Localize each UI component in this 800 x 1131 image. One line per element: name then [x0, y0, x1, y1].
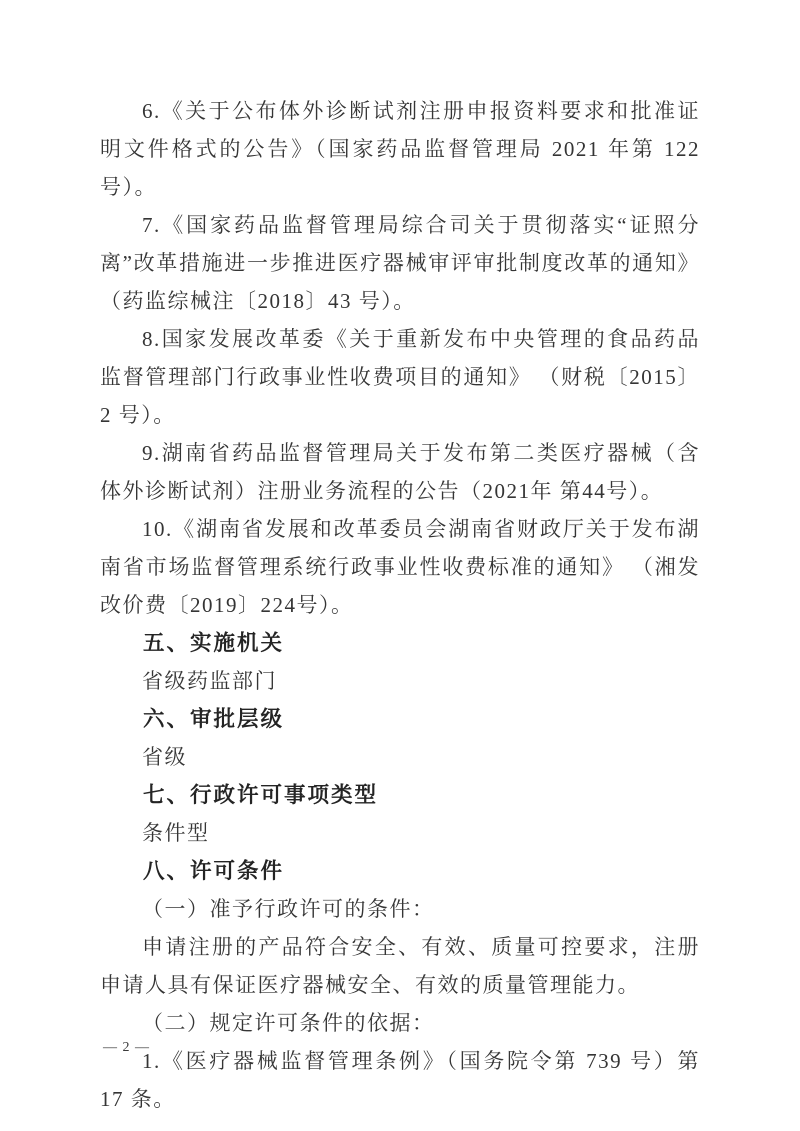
doc-paragraph-agency: 省级药监部门	[142, 669, 277, 693]
doc-paragraph-ref-6: 6.《关于公布体外诊断试剂注册申报资料要求和批准证明文件格式的公告》（国家药品监督管理局 2021 年第 122 号）。	[100, 99, 700, 199]
doc-paragraph-ref-7: 7.《国家药品监督管理局综合司关于贯彻落实“证照分离”改革措施进一步推进医疗器械审评审批制度改革的通知》（药监综械注〔2018〕43 号）。	[100, 213, 700, 313]
section-heading-5: 五、实施机关	[143, 631, 285, 655]
page-number: — 2 —	[103, 1040, 150, 1055]
doc-paragraph-ref-10: 10.《湖南省发展和改革委员会湖南省财政厅关于发布湖南省市场监督管理系统行政事业性收费标准的通知》 （湘发改价费〔2019〕224号）。	[100, 517, 700, 617]
doc-paragraph-type: 条件型	[142, 821, 210, 845]
doc-paragraph-condition-2: （二）规定许可条件的依据：	[142, 1011, 435, 1035]
doc-paragraph-condition-body: 申请注册的产品符合安全、有效、质量可控要求，注册申请人具有保证医疗器械安全、有效的质量管理能力。	[100, 935, 700, 997]
doc-paragraph-ref-9: 9.湖南省药品监督管理局关于发布第二类医疗器械（含体外诊断试剂）注册业务流程的公告（2021年 第44号）。	[100, 441, 700, 503]
document-body	[100, 92, 700, 1118]
doc-paragraph-basis-1: 1.《医疗器械监督管理条例》（国务院令第 739 号）第 17 条。	[100, 1049, 700, 1111]
section-heading-8: 八、许可条件	[143, 859, 285, 883]
section-heading-7: 七、行政许可事项类型	[143, 783, 379, 807]
doc-paragraph-ref-8: 8.国家发展改革委《关于重新发布中央管理的食品药品监督管理部门行政事业性收费项目的通知》 （财税〔2015〕2 号）。	[100, 327, 700, 427]
doc-paragraph-condition-1: （一）准予行政许可的条件：	[142, 897, 435, 921]
section-heading-6: 六、审批层级	[143, 707, 285, 731]
doc-paragraph-level: 省级	[142, 745, 187, 769]
